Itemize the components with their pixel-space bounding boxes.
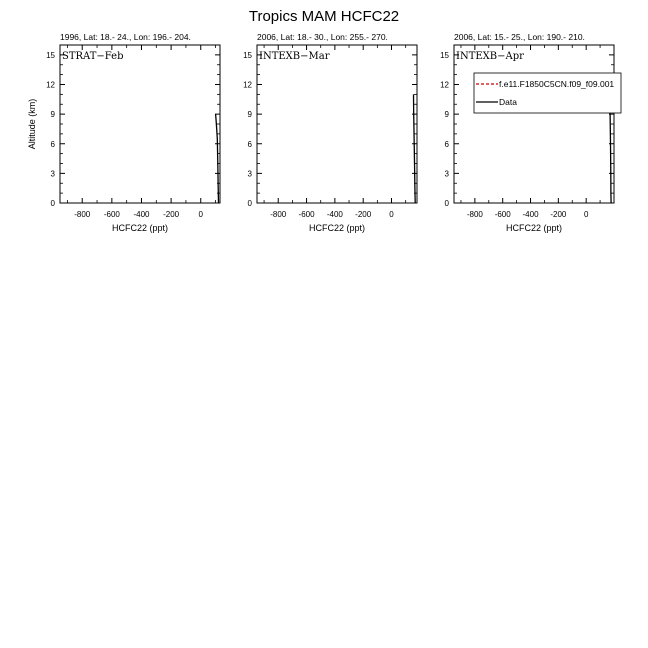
x-tick-label: -400 [133,210,150,219]
x-tick-label: -400 [522,210,539,219]
y-tick-label: 0 [247,199,252,208]
campaign-label: INTEXB−Apr [456,51,524,62]
legend-label: f.e11.F1850C5CN.f09_f09.001 [499,79,615,89]
x-tick-label: -800 [74,210,91,219]
panel-header: 2006, Lat: 15.- 25., Lon: 190.- 210. [454,32,585,42]
y-tick-label: 15 [440,50,449,60]
campaign-label: STRAT−Feb [62,51,124,62]
y-tick-label: 9 [444,110,449,120]
panel-2 [243,32,417,233]
y-tick-label: 15 [46,50,55,60]
x-axis-label: HCFC22 (ppt) [111,223,169,233]
panel-header: 1996, Lat: 18.- 24., Lon: 196.- 204. [60,32,191,42]
x-tick-label: -200 [355,210,372,219]
x-tick-label: 0 [389,210,394,219]
y-tick-label: 0 [50,199,55,208]
x-tick-label: -200 [550,210,567,219]
x-tick-label: -400 [326,210,343,219]
y-tick-label: 9 [50,110,55,120]
x-axis-label: HCFC22 (ppt) [308,223,366,233]
panel-header: 2006, Lat: 18.- 30., Lon: 255.- 270. [257,32,388,42]
y-tick-label: 12 [440,80,449,90]
y-tick-label: 9 [247,110,252,120]
y-tick-label: 6 [247,139,252,149]
series-line-data [414,94,416,203]
x-axis-label: HCFC22 (ppt) [505,223,563,233]
panel-1 [27,32,220,233]
campaign-label: INTEXB−Mar [259,51,330,62]
y-tick-label: 6 [50,139,55,149]
plot-frame [454,45,614,203]
figure-title: Tropics MAM HCFC22 [248,8,400,25]
panel-3 [440,32,621,233]
x-tick-label: -200 [163,210,180,219]
x-tick-label: -800 [466,210,483,219]
y-tick-label: 3 [247,169,252,179]
y-tick-label: 6 [444,139,449,149]
y-tick-label: 15 [243,50,252,60]
legend-label: Data [499,97,517,107]
plot-frame [257,45,417,203]
x-tick-label: -600 [103,210,120,219]
x-tick-label: -600 [494,210,511,219]
plot-frame [60,45,220,203]
y-axis-label: Altitude (km) [27,98,37,150]
y-tick-label: 3 [50,169,55,179]
y-tick-label: 12 [243,80,252,90]
x-tick-label: 0 [583,210,589,219]
y-tick-label: 12 [46,80,55,90]
x-tick-label: 0 [198,210,203,219]
x-tick-label: -600 [298,210,315,219]
y-tick-label: 3 [444,169,449,179]
y-tick-label: 0 [444,199,449,208]
series-line-data [216,114,219,203]
x-tick-label: -800 [270,210,287,219]
